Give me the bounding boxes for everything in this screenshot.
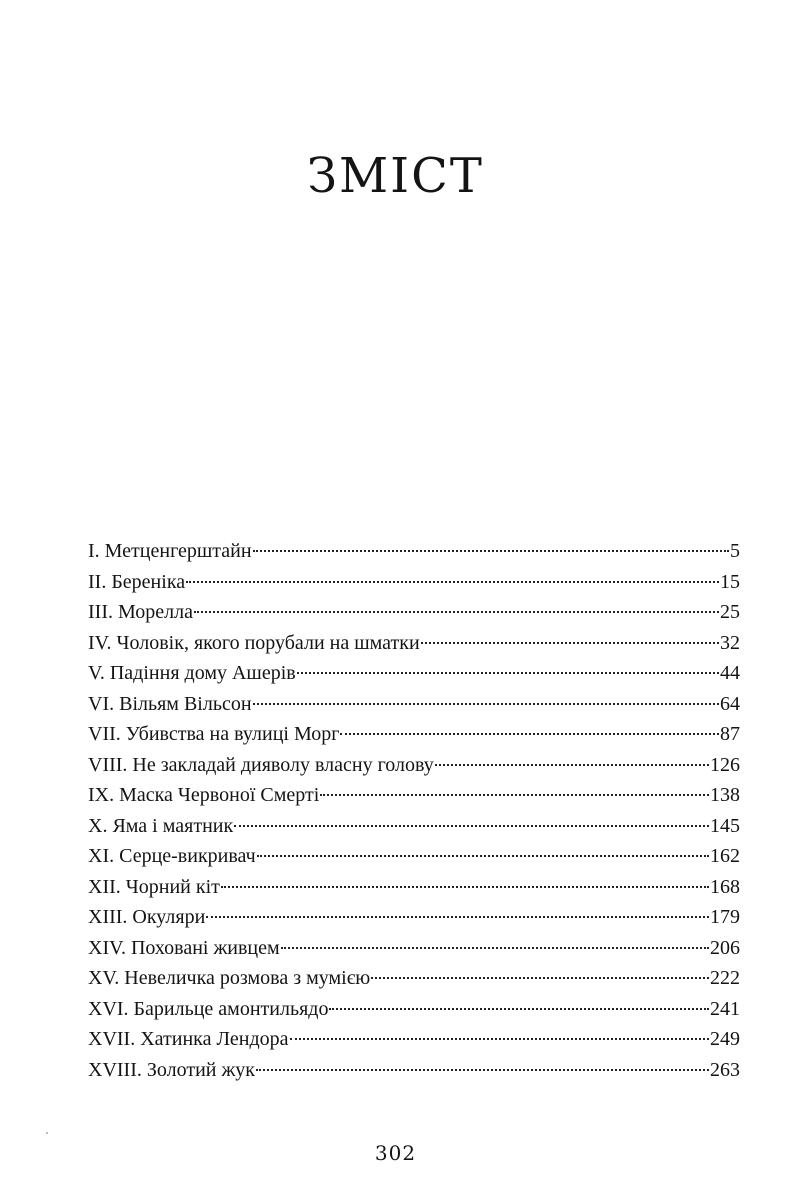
toc-entry-title: III. Морелла <box>88 601 193 623</box>
toc-entry-page: 206 <box>710 936 740 959</box>
dot-leader <box>281 947 709 949</box>
toc-entry <box>88 597 740 628</box>
dot-leader <box>253 550 729 552</box>
toc-entry-title: VII. Убивства на вулиці Морг <box>88 723 340 745</box>
toc-entry-title: XVIII. Золотий жук <box>88 1058 256 1081</box>
dot-leader <box>194 611 719 613</box>
toc-entry <box>88 536 740 567</box>
toc-entry-page: 168 <box>710 875 740 898</box>
toc-entry <box>88 841 740 872</box>
toc-entry-title: I. Метценгерштайн <box>88 540 252 562</box>
toc-entry <box>88 933 740 964</box>
dot-leader <box>320 794 709 796</box>
dot-leader <box>221 886 709 888</box>
toc-entry-page: 25 <box>720 601 740 623</box>
toc-entry-page: 222 <box>710 967 740 989</box>
toc-entry <box>88 811 740 842</box>
toc-entry <box>88 1055 740 1086</box>
toc-entry-title: IX. Маска Червоної Смерті <box>88 784 320 806</box>
toc-entry <box>88 780 740 811</box>
toc-entry <box>88 689 740 720</box>
toc-entry <box>88 902 740 933</box>
table-of-contents <box>88 536 740 1085</box>
toc-entry-page: 126 <box>710 753 740 776</box>
dot-leader <box>290 1038 709 1040</box>
toc-entry <box>88 1024 740 1055</box>
toc-entry-page: 263 <box>710 1058 740 1081</box>
toc-entry-title: X. Яма і маятник <box>88 814 234 837</box>
toc-entry-page: 32 <box>720 631 740 654</box>
toc-entry-title: XII. Чорний кіт <box>88 875 220 898</box>
toc-entry <box>88 719 740 750</box>
dot-leader <box>253 703 719 705</box>
dot-leader <box>340 733 719 735</box>
toc-entry-title: XI. Серце-викривач <box>88 845 256 867</box>
dot-leader <box>297 672 719 674</box>
toc-entry-page: 64 <box>720 692 740 715</box>
toc-entry <box>88 658 740 689</box>
toc-entry <box>88 872 740 903</box>
dot-leader <box>435 764 709 766</box>
toc-entry-title: XVI. Барильце амонтильядо <box>88 997 329 1020</box>
toc-entry-title: VIII. Не закладай дияволу власну голову <box>88 753 434 776</box>
toc-entry-title: IV. Чоловік, якого порубали на шматки <box>88 631 420 654</box>
toc-entry-title: V. Падіння дому Ашерів <box>88 662 296 684</box>
toc-entry <box>88 750 740 781</box>
page-number: 302 <box>374 1141 417 1165</box>
toc-entry-page: 87 <box>720 723 740 745</box>
toc-entry-page: 15 <box>720 570 740 593</box>
scan-speck <box>46 1132 48 1134</box>
toc-entry-page: 44 <box>720 662 740 684</box>
dot-leader <box>256 1069 709 1071</box>
dot-leader <box>257 855 709 857</box>
toc-entry-page: 162 <box>710 845 740 867</box>
toc-entry-page: 5 <box>730 540 740 562</box>
toc-entry-title: XV. Невеличка розмова з мумією <box>88 967 371 989</box>
toc-entry-page: 145 <box>710 814 740 837</box>
toc-entry <box>88 567 740 598</box>
toc-entry-page: 179 <box>710 906 740 928</box>
dot-leader <box>329 1008 709 1010</box>
dot-leader <box>186 581 719 583</box>
toc-entry-title: XIII. Окуляри <box>88 906 206 928</box>
toc-entry <box>88 963 740 994</box>
toc-entry-title: XIV. Поховані живцем <box>88 936 280 959</box>
dot-leader <box>206 916 709 918</box>
toc-entry-page: 138 <box>710 784 740 806</box>
dot-leader <box>234 825 709 827</box>
dot-leader <box>371 977 709 979</box>
page-title: ЗМІСТ <box>307 148 484 204</box>
toc-entry <box>88 628 740 659</box>
toc-entry-page: 249 <box>710 1028 740 1050</box>
toc-entry-page: 241 <box>710 997 740 1020</box>
toc-entry <box>88 994 740 1025</box>
toc-entry-title: II. Береніка <box>88 570 186 593</box>
toc-entry-title: XVII. Хатинка Лендора <box>88 1028 289 1050</box>
toc-entry-title: VI. Вільям Вільсон <box>88 692 252 715</box>
dot-leader <box>421 642 719 644</box>
